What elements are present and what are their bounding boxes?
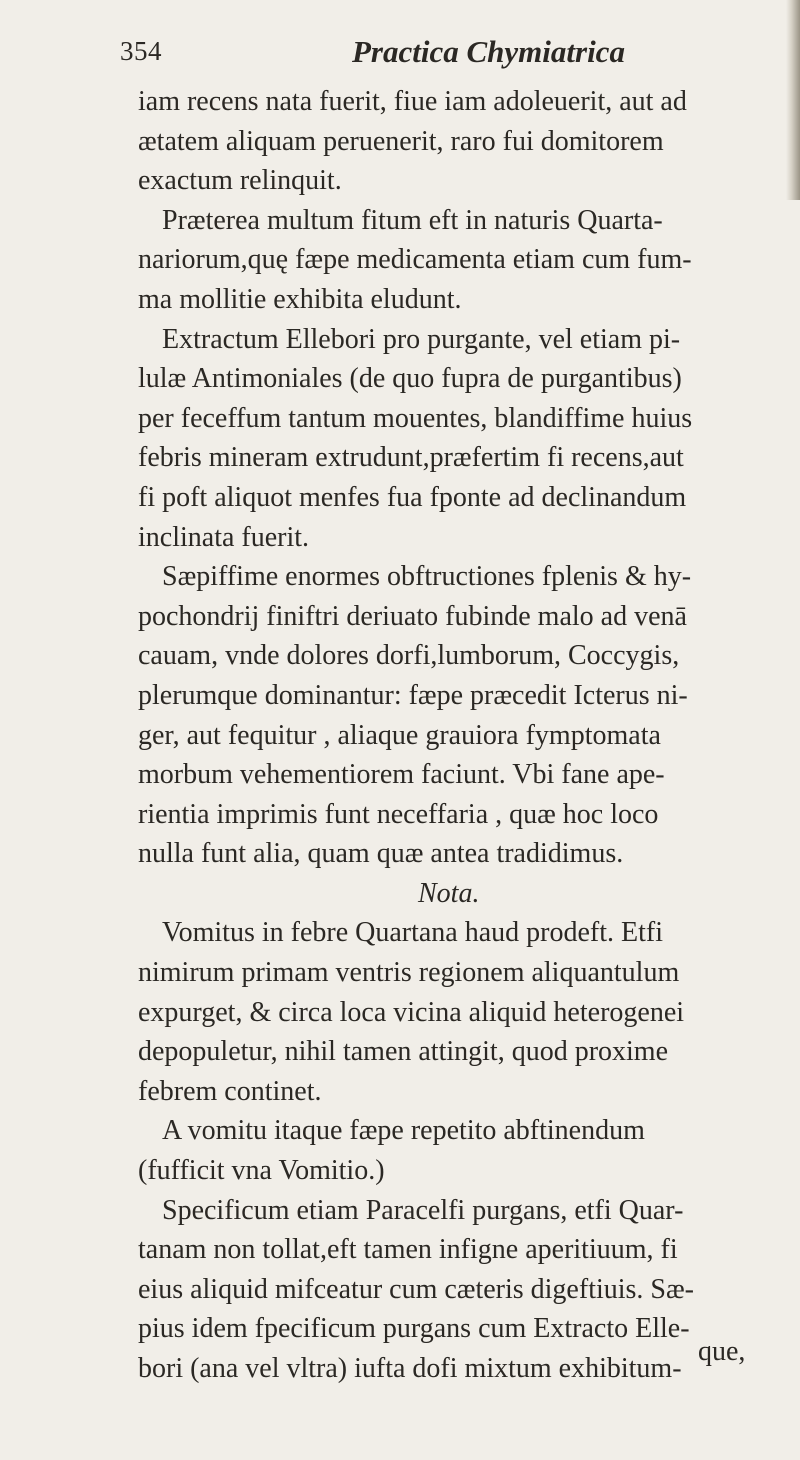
text-line: ma mollitie exhibita eludunt.	[138, 283, 462, 315]
text-line: pochondrij finiftri deriuato fubinde malo ad venā	[138, 600, 687, 632]
text-line: eius aliquid mifceatur cum cæteris digeftiuis. Sæ-	[138, 1273, 694, 1305]
section-heading: Nota.	[418, 877, 480, 909]
text-line: cauam, vnde dolores dorfi,lumborum, Coccygis,	[138, 640, 680, 672]
text-line: fi poft aliquot menfes fua fponte ad declinandum	[138, 481, 687, 513]
text-line: Vomitus in febre Quartana haud prodeft. Etfi	[162, 917, 664, 949]
text-line: (fufficit vna Vomitio.)	[138, 1155, 385, 1187]
text-line: iam recens nata fuerit, fiue iam adoleuerit, aut ad	[138, 86, 687, 117]
text-line: nariorum,quę fæpe medicamenta etiam cum fum-	[138, 244, 692, 276]
text-line: febris mineram extrudunt,præfertim fi recens,aut	[138, 442, 684, 474]
text-line: Præterea multum fitum eft in naturis Quarta-	[162, 204, 663, 236]
text-line: exactum relinquit.	[138, 165, 342, 197]
catchword: que,	[698, 1336, 746, 1367]
text-line: nulla funt alia, quam quæ antea tradidimus.	[138, 838, 624, 870]
text-line: ætatem aliquam peruenerit, raro fui domitorem	[138, 125, 664, 157]
text-line: morbum vehementiorem faciunt. Vbi fane ape-	[138, 759, 665, 791]
text-line: Extractum Ellebori pro purgante, vel etiam pi-	[162, 323, 681, 355]
page-number: 354	[120, 36, 162, 66]
text-line: lulæ Antimoniales (de quo fupra de purgantibus)	[138, 363, 682, 395]
text-line: per feceffum tantum mouentes, blandiffime huius	[138, 402, 693, 434]
text-line: plerumque dominantur: fæpe præcedit Icterus ni-	[138, 679, 688, 711]
text-line: tanam non tollat,eft tamen infigne aperitiuum, fi	[138, 1234, 678, 1266]
text-line: nimirum primam ventris regionem aliquantulum	[138, 957, 680, 989]
body-text	[138, 82, 786, 1389]
text-line: inclinata fuerit.	[138, 521, 310, 553]
text-line: ger, aut fequitur , aliaque grauiora fymptomata	[138, 719, 661, 751]
text-line: depopuletur, nihil tamen attingit, quod proxime	[138, 1036, 669, 1068]
text-line: expurget, & circa loca vicina aliquid heterogenei	[138, 996, 685, 1028]
binding-shadow	[786, 0, 800, 200]
text-line: bori (ana vel vltra) iufta dofi mixtum exhibitum-	[138, 1353, 682, 1384]
text-line: febrem continet.	[138, 1075, 322, 1107]
text-line: Specificum etiam Paracelfi purgans, etfi Quar-	[162, 1194, 684, 1226]
text-line: A vomitu itaque fæpe repetito abftinendum	[162, 1115, 645, 1147]
running-title: Practica Chymiatrica	[352, 34, 625, 69]
text-line: rientia imprimis funt neceffaria , quæ hoc loco	[138, 798, 659, 830]
page-header	[120, 36, 760, 76]
text-line: Sæpiffime enormes obftructiones fplenis & hy-	[162, 561, 692, 593]
text-line: pius idem fpecificum purgans cum Extracto Elle-	[138, 1313, 690, 1345]
